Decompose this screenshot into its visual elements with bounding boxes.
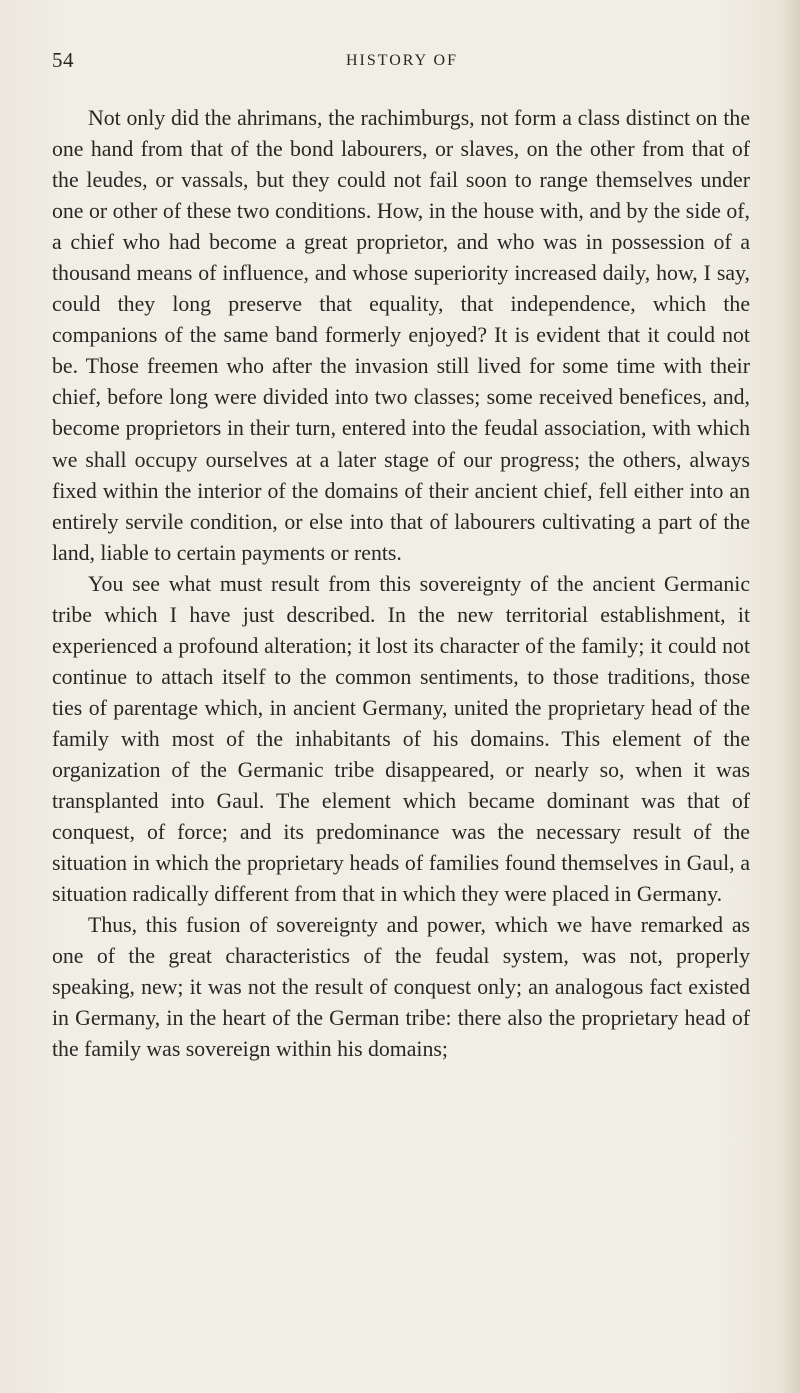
running-head: HISTORY OF [345, 52, 459, 69]
body-text [52, 103, 750, 1065]
paragraph: Not only did the ahrimans, the rachimburgs, not form a class distinct on the one hand from that of the bond labourers, or slaves, on the other from that of the leudes, or vassals, but they could not fail soon to range themselves under one or other of these two conditions. How, in the house with, and by the side of, a chief who had become a great proprietor, and who was in possession of a thousand means of influence, and whose superiority increased daily, how, I say, could they long preserve that equality, that independence, which the companions of the same band formerly enjoyed? It is evident that it could not be. Those freemen who after the invasion still lived for some time with their chief, before long were divided into two classes; some received benefices, and, become proprietors in their turn, entered into the feudal association, with which we shall occupy ourselves at a later stage of our progress; the others, always fixed within the interior of the domains of their ancient chief, fell either into an entirely servile condition, or else into that of labourers cultivating a part of the land, liable to certain payments or rents. [52, 106, 750, 565]
page-header [52, 48, 752, 78]
page-edge-shadow [782, 0, 800, 1393]
paragraph: Thus, this fusion of sovereignty and power, which we have remarked as one of the great characteristics of the feudal system, was not, properly speaking, new; it was not the result of conquest only; an analogous fact existed in Germany, in the heart of the German tribe: there also the proprietary head of the family was sovereign within his domains; [52, 913, 750, 1062]
paragraph: You see what must result from this sovereignty of the ancient Germanic tribe which I have just described. In the new territorial establishment, it experienced a profound alteration; it lost its character of the family; it could not continue to attach itself to the common sentiments, to those traditions, those ties of parentage which, in ancient Germany, united the proprietary head of the family with most of the inhabitants of his domains. This element of the organization of the Germanic tribe disappeared, or nearly so, when it was transplanted into Gaul. The element which became dominant was that of conquest, of force; and its predominance was the necessary result of the situation in which the proprietary heads of families found themselves in Gaul, a situation radically different from that in which they were placed in Germany. [52, 571, 750, 907]
page-number: 54 [52, 48, 74, 72]
